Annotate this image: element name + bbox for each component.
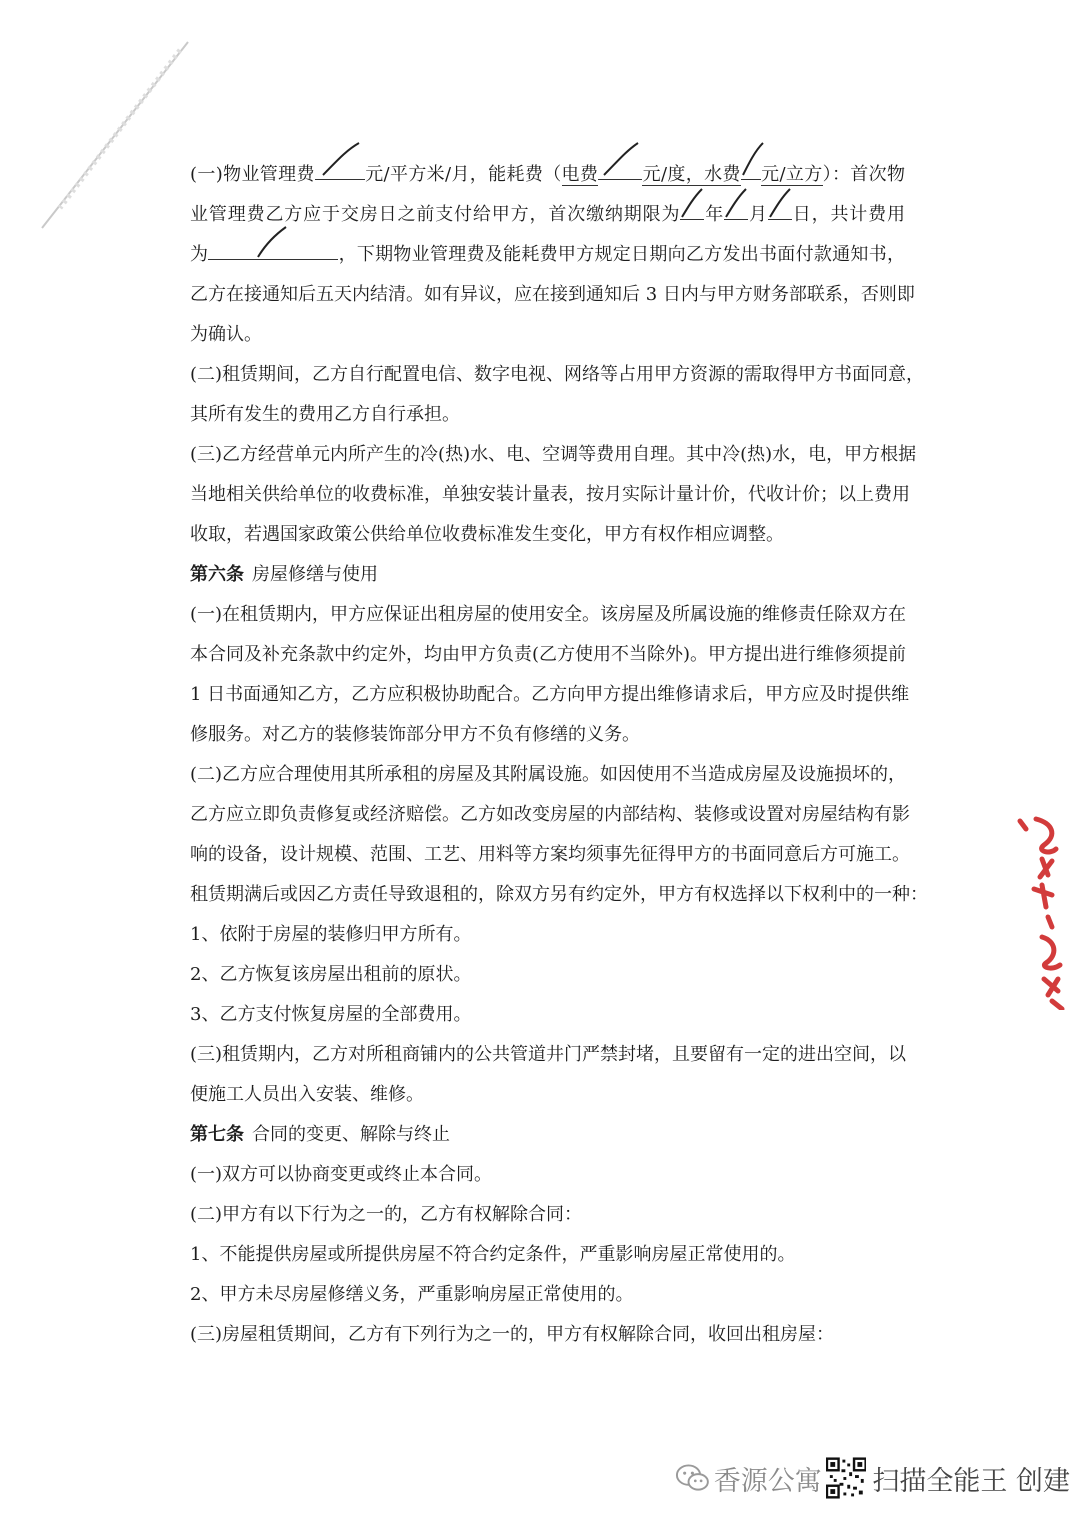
text-segment: 月 (748, 204, 768, 225)
clause-text-line: 响的设备，设计规模、范围、工艺、用料等方案均须事先征得甲方的书面同意后方可施工。 (190, 844, 910, 865)
text-segment: ，下期物业管理费及能耗费甲方规定日期向乙方发出书面付款通知书， (338, 244, 905, 265)
watermark-app-name: 扫描全能王 创建 (872, 1465, 1070, 1497)
list-item: 2、甲方未尽房屋修缮义务，严重影响房屋正常使用的。 (190, 1284, 634, 1305)
scan-edge-shadow (40, 40, 190, 230)
fill-blank-total (208, 237, 338, 260)
clause-text-line: 其所有发生的费用乙方自行承担。 (190, 404, 460, 425)
text-segment: 元/度，水费 (642, 164, 741, 185)
fill-blank-year (680, 197, 704, 220)
handwritten-slash-icon (768, 181, 792, 221)
article-6-heading (190, 555, 905, 595)
seal-stamp-fragment (1012, 815, 1072, 1010)
wechat-icon (675, 1462, 710, 1494)
text-segment: 年 (704, 204, 725, 225)
clause-fee-line-1 (190, 155, 905, 195)
handwritten-slash-icon (598, 141, 642, 181)
clause-text-line: (二)乙方应合理使用其所承租的房屋及其附属设施。如因使用不当造成房屋及设施损坏的， (190, 764, 907, 785)
fill-blank-water (741, 157, 761, 180)
text-segment: 元/立方 (760, 164, 823, 185)
clause-text-line: 乙方在接通知后五天内结清。如有异议，应在接到通知后 3 日内与甲方财务部联系，否则即 (190, 284, 915, 305)
handwritten-slash-icon (315, 141, 365, 181)
clause-text-line: 1 日书面通知乙方，乙方应积极协助配合。乙方向甲方提出维修请求后，甲方应及时提供维 (190, 684, 910, 705)
article-7-heading (190, 1115, 905, 1155)
clause-fee-line-3 (190, 235, 905, 275)
clause-text-line: (二)租赁期间，乙方自行配置电信、数字电视、网络等占用甲方资源的需取得甲方书面同意， (190, 364, 925, 385)
fill-blank-electric (598, 157, 642, 180)
clause-text-line: 本合同及补充条款中约定外，均由甲方负责(乙方使用不当除外)。甲方提出进行维修须提前 (190, 644, 907, 665)
clause-text-line: (一)双方可以协商变更或终止本合同。 (190, 1164, 493, 1185)
qr-code-icon (826, 1457, 867, 1499)
clause-text-line: (二)甲方有以下行为之一的，乙方有权解除合同： (190, 1204, 583, 1225)
text-segment: 元/平方米/月，能耗费（ (364, 164, 562, 185)
list-item: 1、不能提供房屋或所提供房屋不符合约定条件，严重影响房屋正常使用的。 (190, 1244, 796, 1265)
handwritten-slash-icon (680, 181, 704, 221)
text-segment: 电费 (561, 164, 599, 185)
list-item: 2、乙方恢复该房屋出租前的原状。 (190, 964, 472, 985)
watermark-account-name: 香源公寓 (713, 1465, 822, 1497)
clause-text-line: 租赁期满后或因乙方责任导致退租的，除双方另有约定外，甲方有权选择以下权利中的一种： (190, 884, 928, 905)
handwritten-slash-icon (208, 221, 338, 261)
handwritten-slash-icon (741, 141, 765, 181)
text-segment: 为 (190, 244, 209, 265)
article-number: 第六条 (190, 564, 244, 585)
clause-text-line: (三)乙方经营单元内所产生的冷(热)水、电、空调等费用自理。其中冷(热)水，电，甲方根据 (190, 444, 917, 465)
article-title: 房屋修缮与使用 (252, 564, 378, 585)
article-number: 第七条 (190, 1124, 244, 1145)
handwritten-slash-icon (724, 181, 748, 221)
list-item: 1、依附于房屋的装修归甲方所有。 (190, 924, 472, 945)
clause-text-line: 为确认。 (190, 324, 262, 345)
clause-text-line: 修服务。对乙方的装修装饰部分甲方不负有修缮的义务。 (190, 724, 640, 745)
clause-text-line: 当地相关供给单位的收费标准，单独安装计量表，按月实际计量计价，代收计价；以上费用 (190, 484, 910, 505)
fill-blank-month (724, 197, 748, 220)
fill-blank-day (768, 197, 792, 220)
text-segment: (一)物业管理费 (190, 164, 315, 185)
clause-text-line: (三)房屋租赁期间，乙方有下列行为之一的，甲方有权解除合同，收回出租房屋： (190, 1324, 835, 1345)
clause-text-line: 收取，若遇国家政策公供给单位收费标准发生变化，甲方有权作相应调整。 (190, 524, 784, 545)
watermark-bar (675, 1448, 1070, 1508)
text-segment: 业管理费乙方应于交房日之前支付给甲方，首次缴纳期限为 (190, 204, 681, 225)
fill-blank-mgmt-fee (315, 157, 365, 180)
article-title: 合同的变更、解除与终止 (252, 1124, 450, 1145)
clause-text-line: 乙方应立即负责修复或经济赔偿。乙方如改变房屋的内部结构、装修或设置对房屋结构有影 (190, 804, 910, 825)
text-segment: ）：首次物 (822, 164, 905, 185)
clause-text-line: (三)租赁期内，乙方对所租商铺内的公共管道井门严禁封堵，且要留有一定的进出空间，以 (190, 1044, 907, 1065)
contract-page (190, 155, 928, 1355)
clause-text-line: 便施工人员出入安装、维修。 (190, 1084, 424, 1105)
list-item: 3、乙方支付恢复房屋的全部费用。 (190, 1004, 472, 1025)
text-segment: 日，共计费用 (791, 204, 906, 225)
clause-text-line: (一)在租赁期内，甲方应保证出租房屋的使用安全。该房屋及所属设施的维修责任除双方在 (190, 604, 907, 625)
